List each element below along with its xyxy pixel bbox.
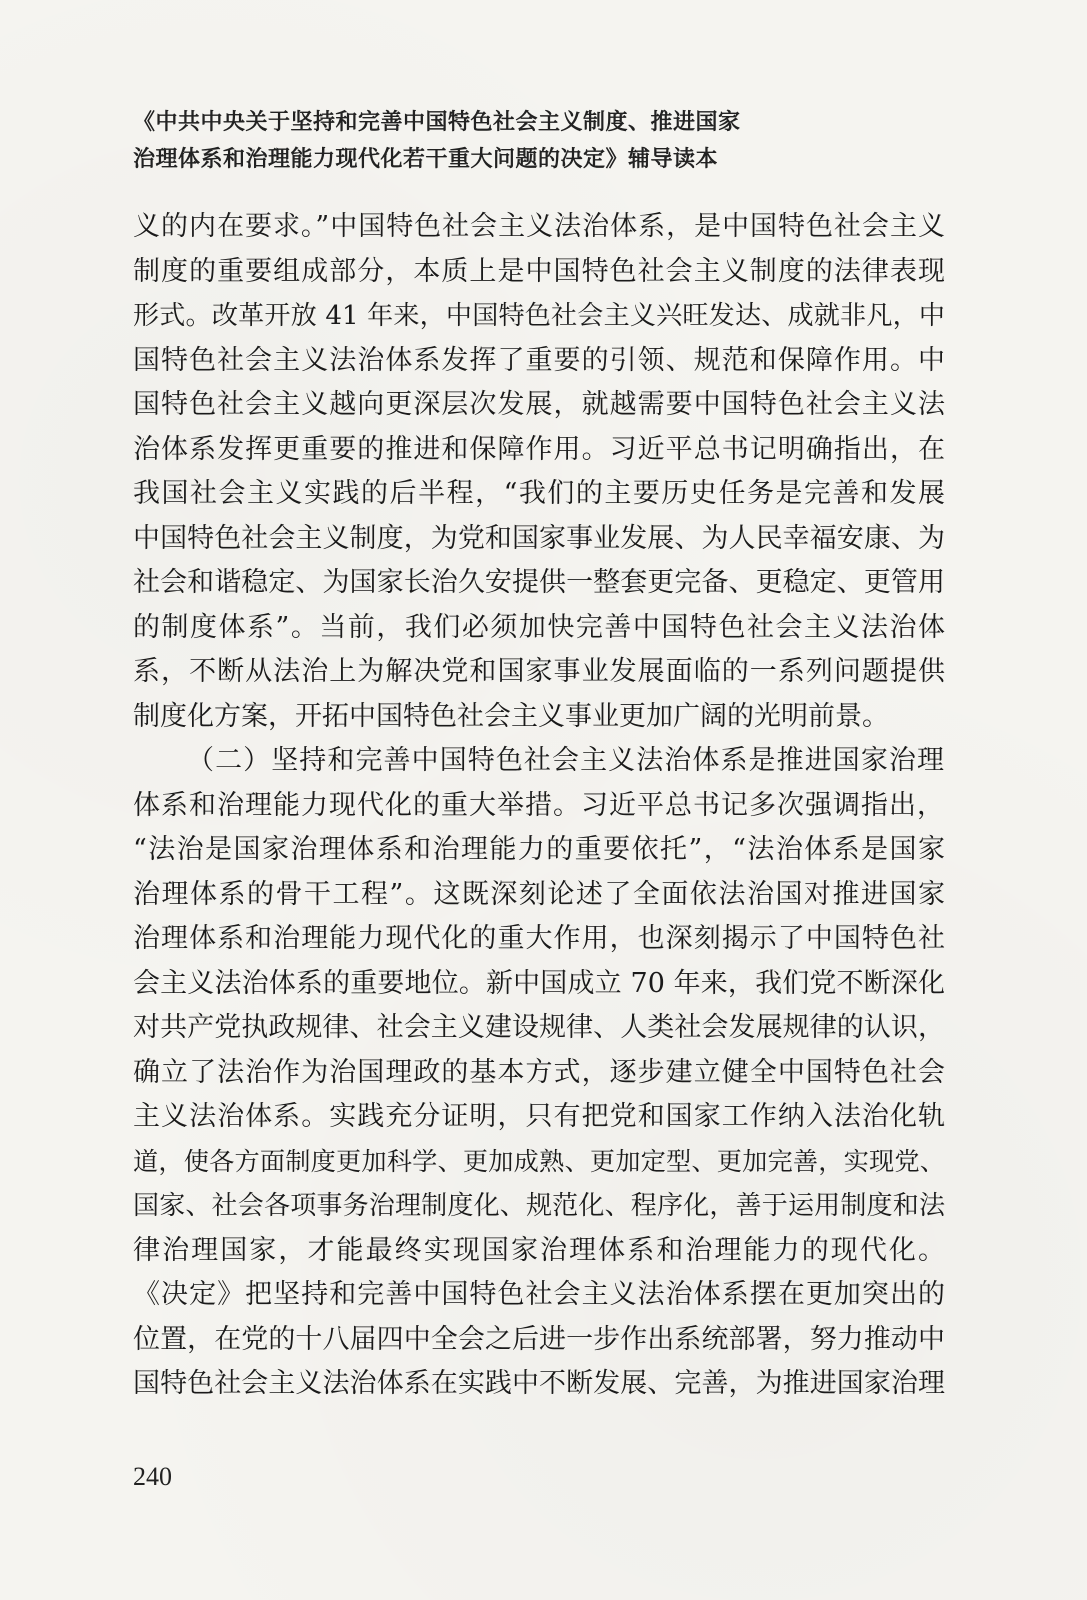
text-line: 律治理国家，才能最终实现国家治理体系和治理能力的现代化。 — [133, 1234, 945, 1266]
text-line: “法治是国家治理体系和治理能力的重要依托”，“法治体系是国家 — [133, 834, 945, 865]
running-header-line-1: 《中共中央关于坚持和完善中国特色社会主义制度、推进国家 — [133, 110, 741, 135]
page-number: 240 — [133, 1462, 172, 1491]
text-line: 治体系发挥更重要的推进和保障作用。习近平总书记明确指出，在 — [133, 433, 945, 465]
text-line: 主义法治体系。实践充分证明，只有把党和国家工作纳入法治化轨 — [133, 1101, 945, 1132]
text-line: 义的内在要求。”中国特色社会主义法治体系，是中国特色社会主义 — [133, 211, 945, 242]
text-line: 确立了法治作为治国理政的基本方式，逐步建立健全中国特色社会 — [133, 1056, 945, 1088]
text-line: 国特色社会主义法治体系发挥了重要的引领、规范和保障作用。中 — [133, 344, 945, 376]
text-line: 的制度体系”。当前，我们必须加快完善中国特色社会主义法治体 — [133, 611, 945, 643]
body-text — [133, 205, 945, 1407]
text-line: 制度化方案，开拓中国特色社会主义事业更加广阔的光明前景。 — [133, 700, 889, 732]
text-line: 位置，在党的十八届四中全会之后进一步作出系统部署，努力推动中 — [133, 1323, 945, 1355]
text-line: 会主义法治体系的重要地位。新中国成立 70 年来，我们党不断深化 — [133, 967, 945, 999]
running-header — [133, 104, 773, 178]
text-line: 道，使各方面制度更加科学、更加成熟、更加定型、更加完善，实现党、 — [133, 1146, 945, 1176]
text-line: 我国社会主义实践的后半程，“我们的主要历史任务是完善和发展 — [133, 478, 945, 509]
text-line: 治理体系和治理能力现代化的重大作用，也深刻揭示了中国特色社 — [133, 923, 945, 954]
text-line: 国特色社会主义法治体系在实践中不断发展、完善，为推进国家治理 — [133, 1368, 945, 1399]
text-line: 对共产党执政规律、社会主义建设规律、人类社会发展规律的认识， — [133, 1012, 945, 1043]
section-heading-line: （二）坚持和完善中国特色社会主义法治体系是推进国家治理 — [187, 745, 945, 776]
text-line: 《决定》把坚持和完善中国特色社会主义法治体系摆在更加突出的 — [133, 1279, 945, 1310]
text-line: 制度的重要组成部分，本质上是中国特色社会主义制度的法律表现 — [133, 255, 945, 287]
text-line: 治理体系的骨干工程”。这既深刻论述了全面依法治国对推进国家 — [133, 878, 945, 910]
text-line: 系，不断从法治上为解决党和国家事业发展面临的一系列问题提供 — [133, 656, 945, 687]
text-line: 国特色社会主义越向更深层次发展，就越需要中国特色社会主义法 — [133, 389, 945, 420]
text-line: 社会和谐稳定、为国家长治久安提供一整套更完备、更稳定、更管用 — [133, 567, 945, 598]
text-line: 中国特色社会主义制度，为党和国家事业发展、为人民幸福安康、为 — [133, 522, 945, 554]
text-line: 国家、社会各项事务治理制度化、规范化、程序化，善于运用制度和法 — [133, 1191, 945, 1221]
section-heading-line: 体系和治理能力现代化的重大举措。习近平总书记多次强调指出， — [133, 789, 945, 821]
text-line: 形式。改革开放 41 年来，中国特色社会主义兴旺发达、成就非凡，中 — [133, 301, 945, 331]
running-header-line-2: 治理体系和治理能力现代化若干重大问题的决定》辅导读本 — [133, 147, 719, 172]
